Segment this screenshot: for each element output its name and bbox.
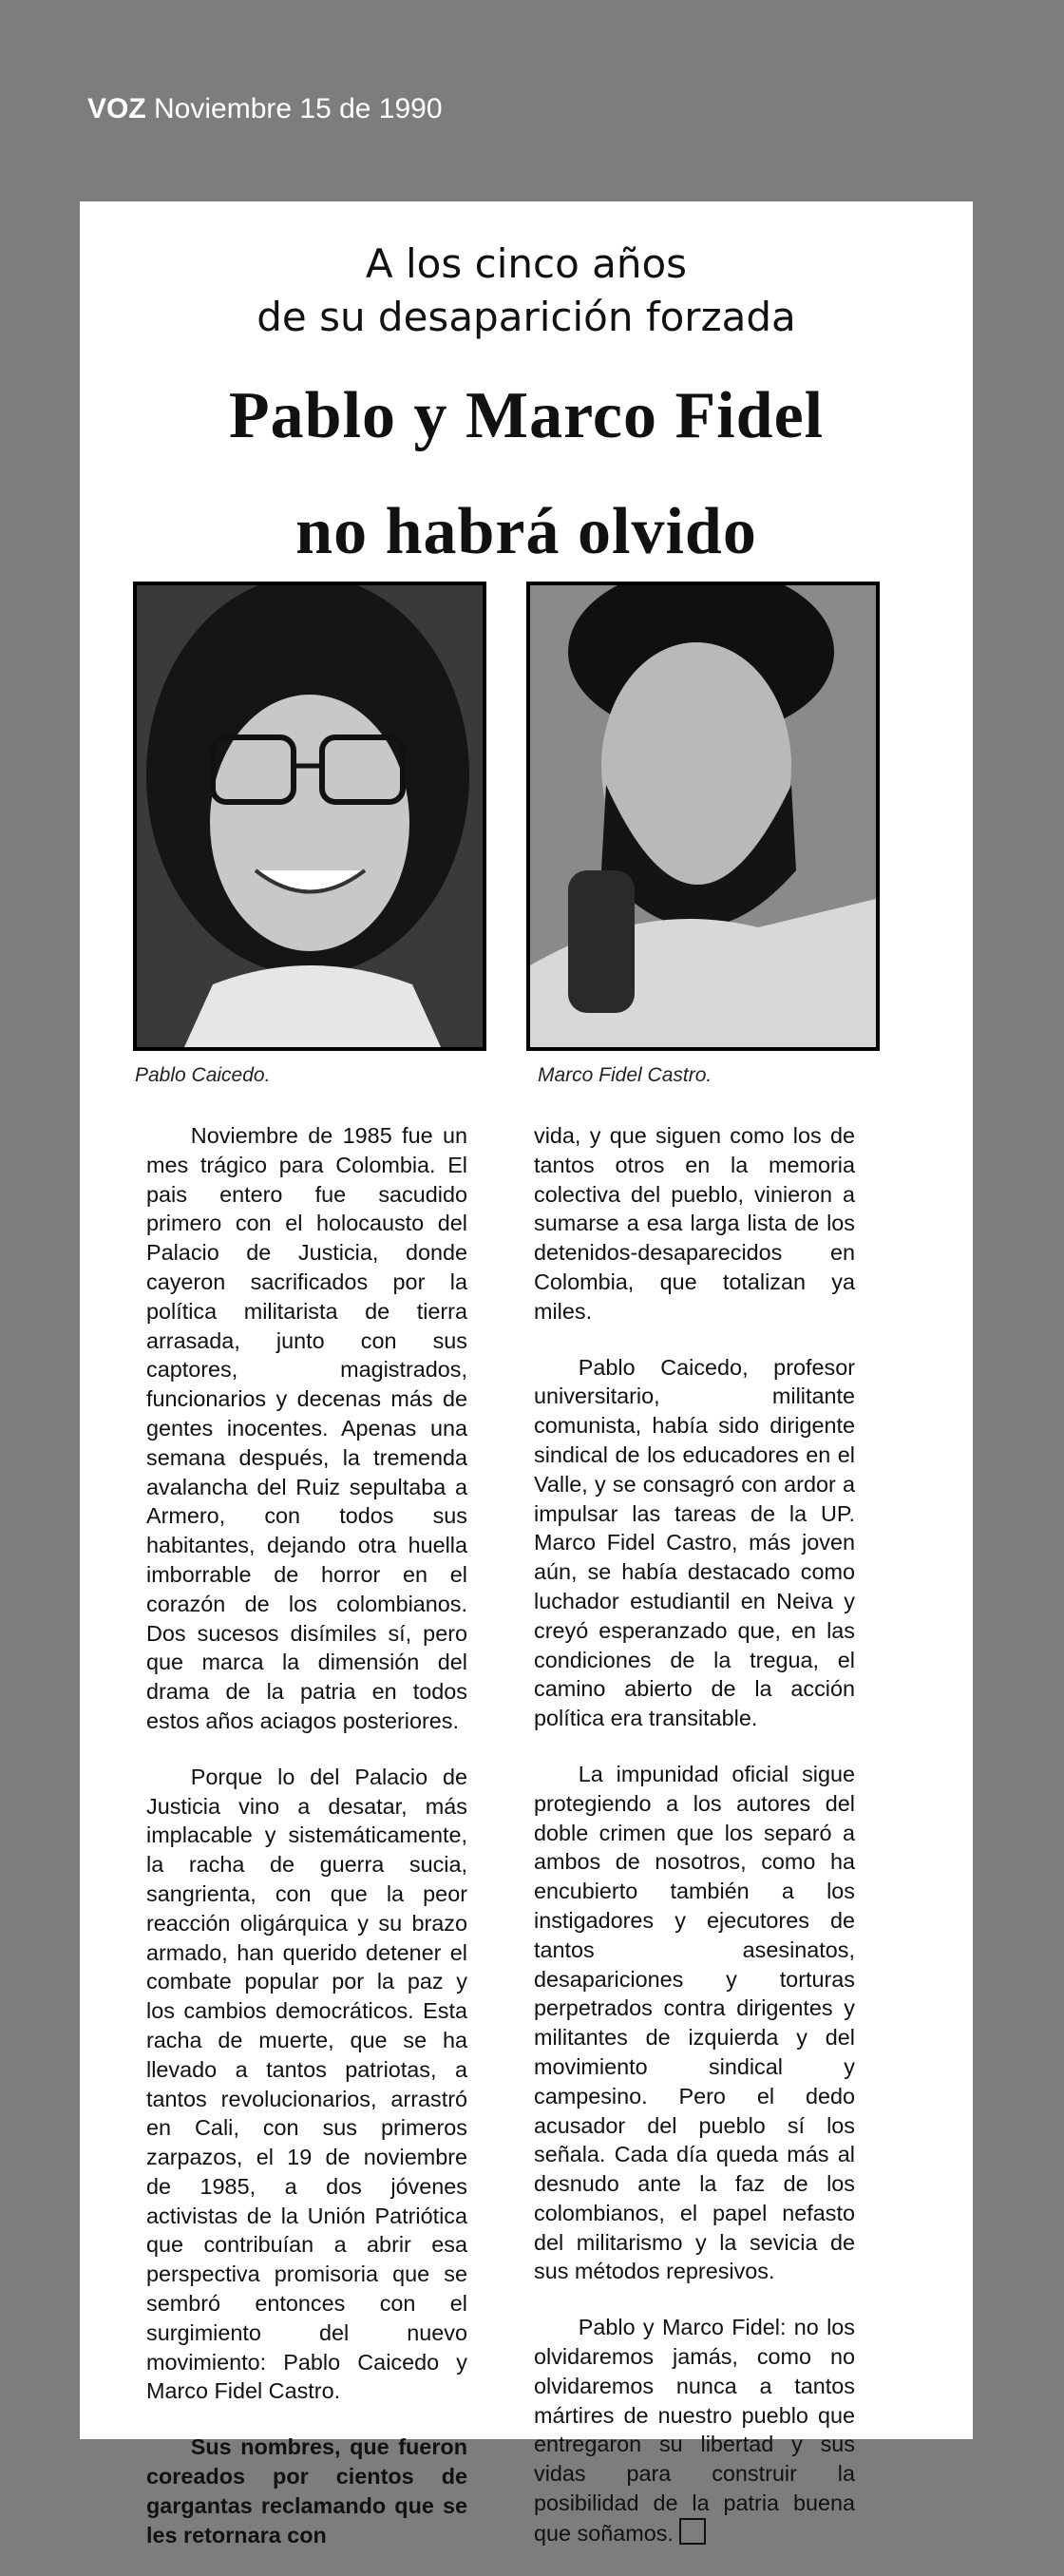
publication-date: Noviembre 15 de 1990	[154, 93, 443, 124]
final-text: Pablo y Marco Fidel: no los olvidaremos jamás, como no olvidaremos nunca a tantos mártires de nuestro pueblo que entregaron su libertad y sus vidas para construir la posibilidad de la patria buena que soñamos.	[534, 2315, 855, 2546]
headline-line-1: Pablo y Marco Fidel	[228, 379, 825, 452]
paragraph: Pablo Caicedo, profesor universitario, militante comunista, había sido dirigente sindical de los educadores en el Valle, y se consagró con ardor a impulsar las tareas de la UP. Marco Fidel Castro, más joven aún, se había destacado como luchador estudiantil en Neiva y creyó esperanzado que, en las condiciones de la tregua, el camino abierto de la acción política era transitable.	[534, 1354, 855, 1731]
article-right-column	[534, 1121, 855, 2575]
article-left-column	[146, 1121, 467, 2576]
photo-pablo-caicedo	[133, 582, 486, 1051]
paragraph-final	[534, 2313, 855, 2547]
end-of-article-mark	[679, 2518, 706, 2545]
kicker-line-1: A los cinco años	[365, 240, 688, 287]
newspaper-clipping	[80, 201, 973, 2547]
paragraph: Porque lo del Palacio de Justicia vino a desatar, más implacable y sistemáticamente, la racha de guerra sucia, sangrienta, con que la peor reacción oligárquica y su brazo armado, han querido detener el combate popular por la paz y los cambios democráticos. Esta racha de muerte, que se ha llevado a tantos patriotas, a tantos revolucionarios, arrastró en Cali, con sus primeros zarpazos, el 19 de noviembre de 1985, a dos jóvenes activistas de la Unión Patriótica que contribuían a abrir esa perspectiva promisoria que se sembró entonces con el surgimiento del nuevo movimiento: Pablo Caicedo y Marco Fidel Castro.	[146, 1764, 467, 2404]
caption-pablo: Pablo Caicedo.	[135, 1064, 271, 1086]
publication-header	[87, 93, 443, 125]
paragraph: Noviembre de 1985 fue un mes trágico para Colombia. El pais entero fue sacudido primero con el holocausto del Palacio de Justicia, donde cayeron sacrificados por la política militarista de tierra arrasada, junto con sus captores, magistrados, funcionarios y decenas más de gentes inocentes. Apenas una semana después, la tremenda avalancha del Ruiz sepultaba a Armero, con todos sus habitantes, dejando otra huella imborrable de horror en el corazón de los colombianos. Dos sucesos disímiles sí, pero que marca la dimensión del drama de la patria en todos estos años aciagos posteriores.	[146, 1123, 467, 1733]
photo-marco-fidel-castro	[526, 582, 880, 1051]
paragraph: vida, y que siguen como los de tantos otros en la memoria colectiva del pueblo, vinieron a sumarse a esa larga lista de los detenidos-desaparecidos en Colombia, que totalizan ya miles.	[534, 1123, 855, 1324]
caption-marco: Marco Fidel Castro.	[538, 1064, 712, 1086]
paragraph: Sus nombres, que fueron coreados por cientos de gargantas reclamando que se les retornara con	[146, 2434, 467, 2547]
paragraph: La impunidad oficial sigue protegiendo a los autores del doble crimen que los separó a ambos de nosotros, como ha encubierto también a los instigadores y ejecutores de tantos asesinatos, desapariciones y torturas perpetrados contra dirigentes y militantes de izquierda y del movimiento sindical y campesino. Pero el dedo acusador del pueblo sí los señala. Cada día queda más al desnudo ante la faz de los colombianos, el papel nefasto del militarismo y la sevicia de sus métodos represivos.	[534, 1761, 855, 2284]
publication-name: VOZ	[87, 93, 146, 124]
headline-line-2: no habrá olvido	[295, 495, 757, 568]
kicker-line-2: de su desaparición forzada	[256, 294, 796, 340]
